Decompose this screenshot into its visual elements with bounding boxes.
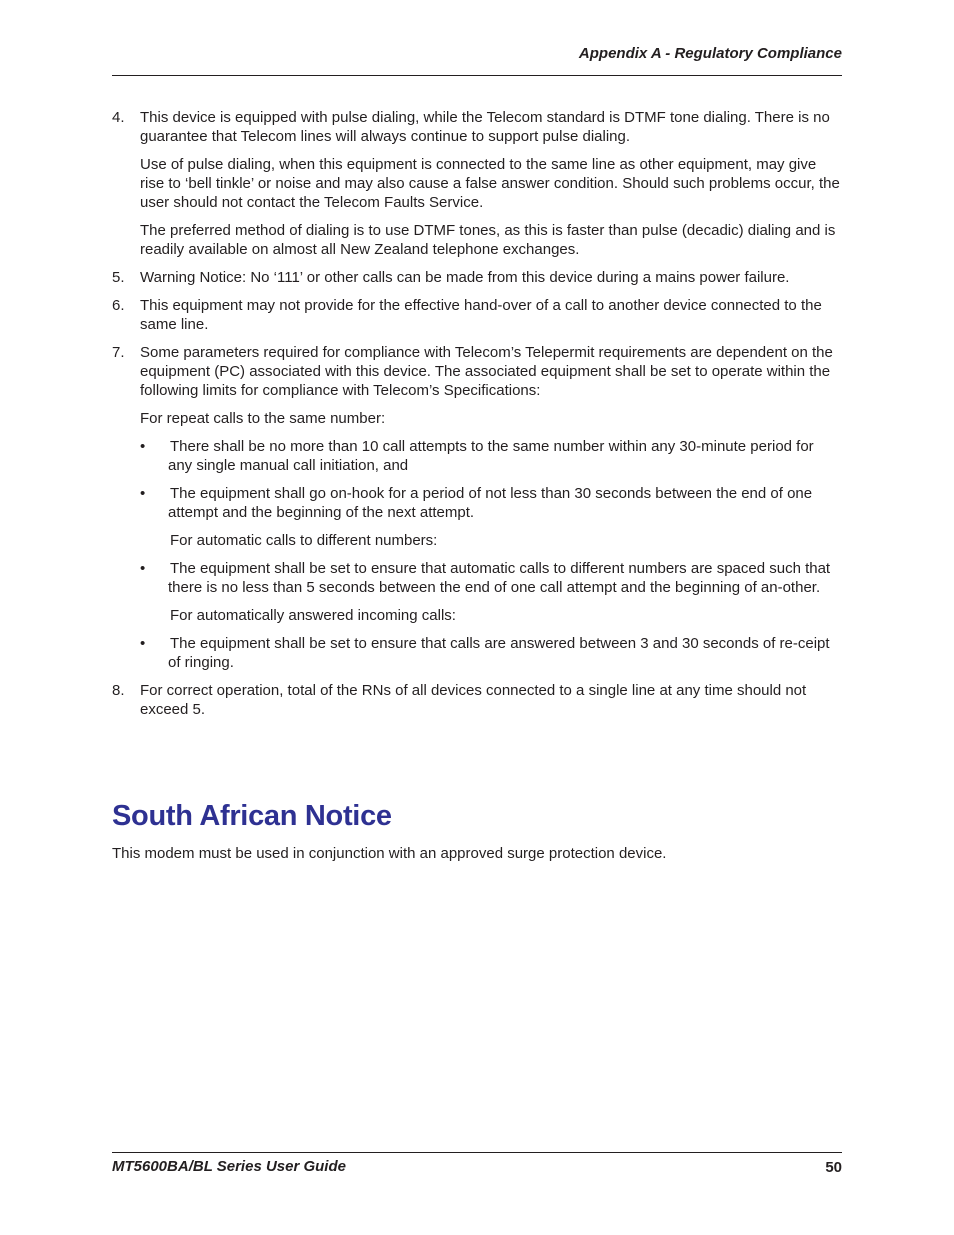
compliance-list — [112, 108, 842, 728]
running-header: Appendix A - Regulatory Compliance — [578, 45, 842, 62]
list-item-5 — [112, 268, 842, 287]
bullet-item — [140, 559, 842, 597]
item-number: 8. — [112, 682, 125, 699]
bullet-text: The equipment shall be set to ensure that automatic calls to different numbers are spaced such that there is no less than 5 seconds between the end of one call attempt and the beginning of an-other. — [168, 560, 831, 596]
item-paragraph: Warning Notice: No ‘111’ or other calls can be made from this device during a mains power failure. — [140, 269, 790, 286]
item-number: 6. — [112, 297, 125, 314]
bullet-item — [140, 437, 842, 475]
bullet-glyph: • — [140, 635, 146, 652]
bullet-text: The equipment shall be set to ensure that calls are answered between 3 and 30 seconds of re-ceipt of ringing. — [168, 635, 830, 671]
bullet-item — [140, 634, 842, 672]
item-paragraph: The preferred method of dialing is to use DTMF tones, as this is faster than pulse (decadic) dialing and is readily available on almost all New Zealand telephone exchanges. — [140, 222, 836, 258]
header-rule — [112, 75, 842, 76]
item-paragraph: This equipment may not provide for the effective hand-over of a call to another device connected to the same line. — [140, 297, 822, 333]
section-paragraph: This modem must be used in conjunction with an approved surge protection device. — [112, 845, 667, 862]
item-paragraph: For repeat calls to the same number: — [140, 410, 386, 427]
item-paragraph: Some parameters required for compliance with Telecom’s Telepermit requirements are dependent on the equipment (PC) associated with this device. The associated equipment shall be set to operate within the following limits for compliance with Telecom’s Specifications: — [140, 344, 833, 399]
bullet-item — [140, 484, 842, 522]
item-paragraph: Use of pulse dialing, when this equipment is connected to the same line as other equipment, may give rise to ‘bell tinkle’ or noise and may also cause a false answer condition. Should such problems occur, the user should not contact the Telecom Faults Service. — [140, 156, 840, 211]
section-heading: South African Notice — [112, 800, 392, 832]
list-item-6 — [112, 296, 842, 334]
item-number: 4. — [112, 109, 125, 126]
bullet-glyph: • — [140, 560, 146, 577]
list-item-4 — [112, 108, 842, 259]
sub-lead-text: For automatically answered incoming calls: — [170, 607, 456, 624]
item-paragraph: For correct operation, total of the RNs of all devices connected to a single line at any time should not exceed 5. — [140, 682, 807, 718]
page-number: 50 — [825, 1159, 842, 1176]
list-item-7 — [112, 343, 842, 672]
item-paragraph: This device is equipped with pulse dialing, while the Telecom standard is DTMF tone dialing. There is no guarantee that Telecom lines will always continue to support pulse dialing. — [140, 109, 830, 145]
bullet-text: The equipment shall go on-hook for a period of not less than 30 seconds between the end of one attempt and the beginning of the next attempt. — [168, 485, 813, 521]
bullet-glyph: • — [140, 438, 146, 455]
footer-rule — [112, 1152, 842, 1153]
item-number: 7. — [112, 344, 125, 361]
sub-lead-text: For automatic calls to different numbers: — [170, 532, 438, 549]
bullet-glyph: • — [140, 485, 146, 502]
bullet-text: There shall be no more than 10 call attempts to the same number within any 30-minute period for any single manual call initiation, and — [168, 438, 814, 474]
list-item-8 — [112, 681, 842, 719]
footer-guide-title: MT5600BA/BL Series User Guide — [112, 1158, 346, 1175]
item-number: 5. — [112, 269, 125, 286]
